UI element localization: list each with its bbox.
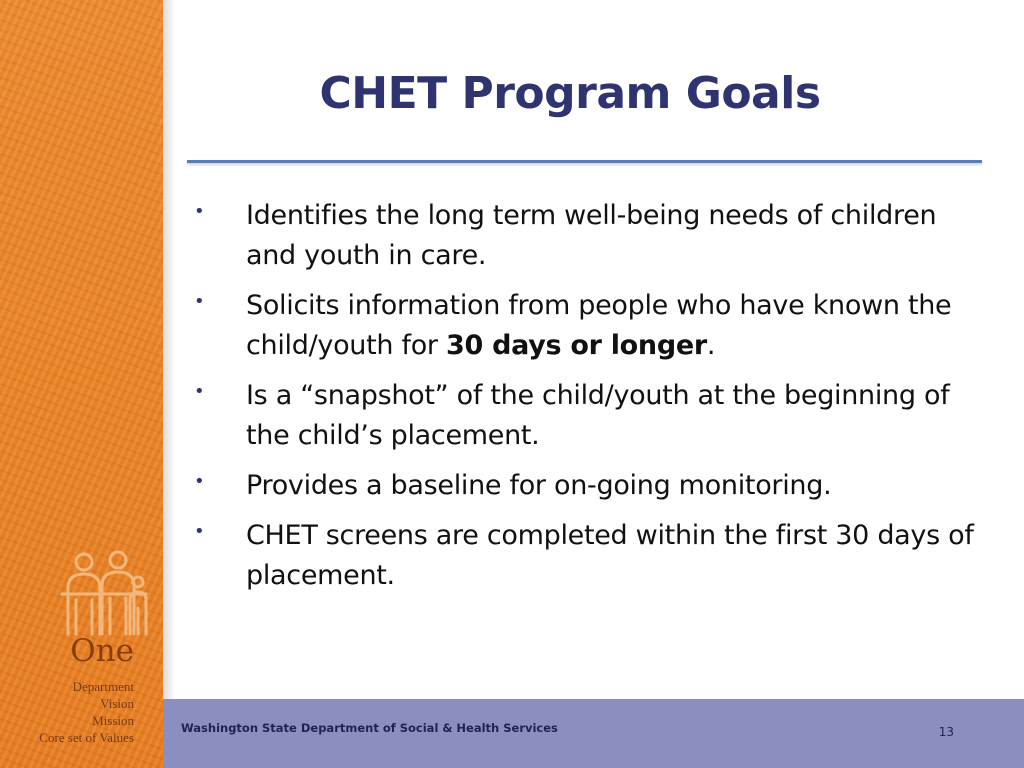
sidebar-panel [0, 0, 163, 768]
bullet-text [246, 286, 984, 366]
bullet-text-part: Solicits information from people who have known the child/youth for [246, 290, 952, 361]
title-divider [187, 160, 982, 163]
bullet-icon: • [194, 201, 205, 222]
list-item [194, 376, 984, 456]
sidebar-shadow [163, 0, 175, 768]
bullet-icon: • [194, 381, 205, 402]
list-item [194, 196, 984, 276]
bullet-emphasis: 30 days or longer [446, 330, 707, 361]
list-item [194, 516, 984, 596]
list-item [194, 286, 984, 366]
list-item [194, 466, 984, 506]
brand-one: One [70, 633, 134, 669]
brand-line: Vision [100, 696, 134, 711]
bullet-icon: • [194, 521, 205, 542]
bullet-icon: • [194, 471, 205, 492]
footer-bar [163, 699, 1024, 768]
bullet-text: Is a “snapshot” of the child/youth at the beginning of the child’s placement. [246, 380, 950, 451]
family-figures-icon [58, 548, 150, 638]
bullet-text: CHET screens are completed within the first 30 days of placement. [246, 520, 974, 591]
bullet-list [194, 196, 984, 606]
bullet-icon: • [194, 291, 205, 312]
brand-line: Mission [92, 713, 134, 728]
footer-organization: Washington State Department of Social & Health Services [181, 721, 558, 735]
brand-line: Core set of Values [39, 730, 134, 745]
bullet-text-part: . [706, 330, 716, 361]
brand-values [10, 678, 134, 746]
brand-line: Department [72, 679, 134, 694]
bullet-text: Provides a baseline for on-going monitoring. [246, 470, 832, 501]
slide-title: CHET Program Goals [319, 68, 821, 119]
page-number: 13 [938, 725, 954, 739]
bullet-text: Identifies the long term well-being needs of children and youth in care. [246, 200, 937, 271]
